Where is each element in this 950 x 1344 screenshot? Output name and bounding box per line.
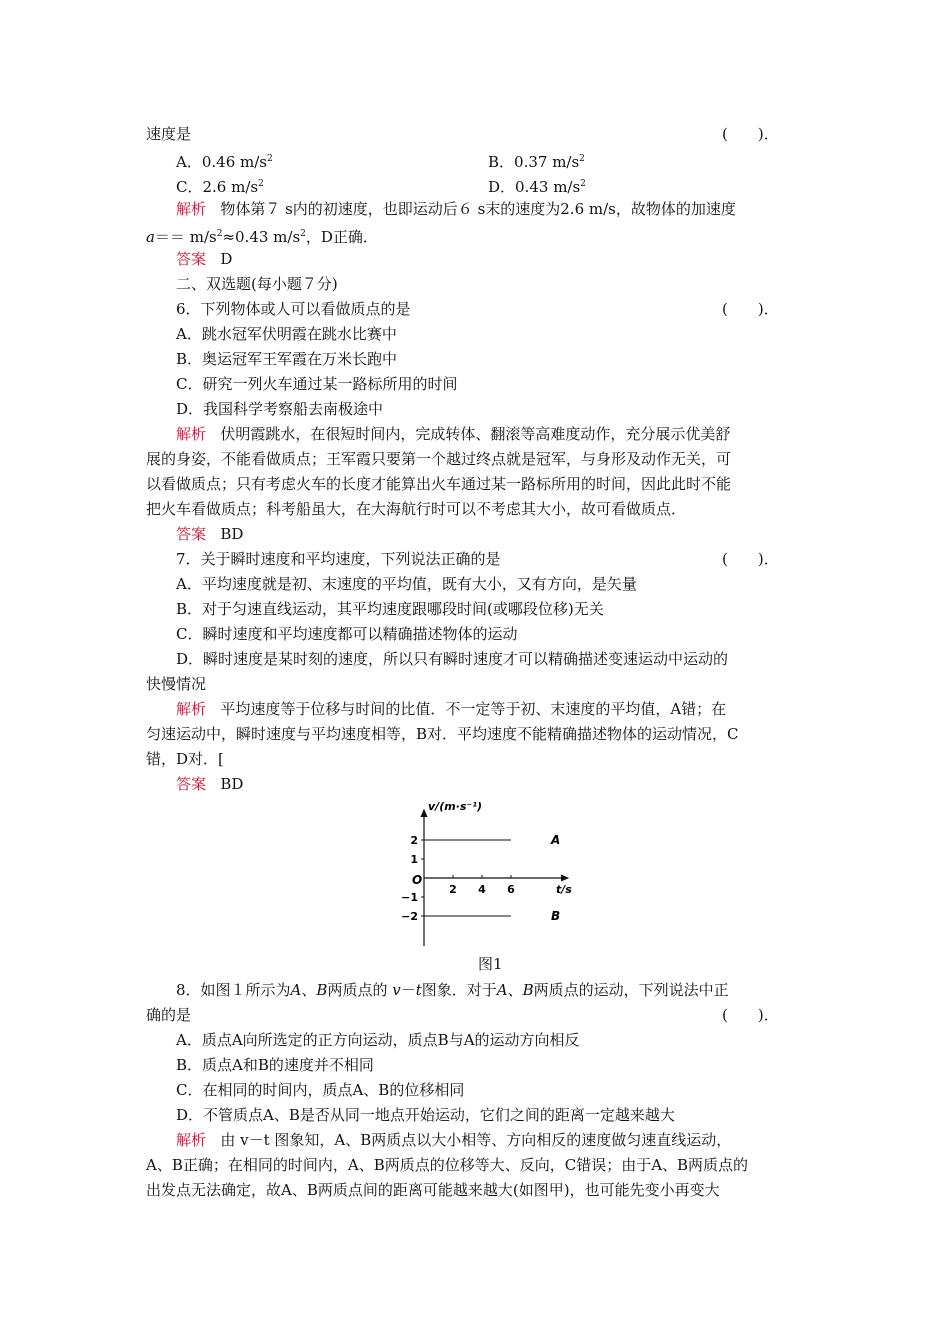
vt-graph: [390, 798, 590, 950]
q7-analysis-line-2: 匀速运动中，瞬时速度与平均速度相等，B对．平均速度不能精确描述物体的运动情况，C: [146, 725, 739, 743]
q7-option-c: C．瞬时速度和平均速度都可以精确描述物体的运动: [176, 625, 518, 643]
series-label-b: B: [551, 909, 561, 923]
q6-analysis-line-1: 解析 伏明霞跳水，在很短时间内，完成转体、翻滚等高难度动作，充分展示优美舒: [176, 425, 731, 443]
answer-tag: 答案: [176, 525, 207, 543]
q7-option-d: D．瞬时速度是某时刻的速度，所以只有瞬时速度才可以精确描述变速运动中运动的: [176, 650, 729, 668]
analysis-tag: 解析: [176, 1131, 207, 1149]
x-tick-label: 2: [449, 883, 457, 896]
q5-option-c: C．2.6 $m/s^2$: [176, 178, 264, 196]
q8-option-d: D．不管质点A、B是否从同一地点开始运动，它们之间的距离一定越来越大: [176, 1106, 675, 1124]
q7-analysis-line-3: 错，D对．[: [146, 750, 224, 768]
q6-analysis-line-4: 把火车看做质点；科考船虽大，在大海航行时可以不考虑其大小，故可看做质点．: [146, 500, 687, 518]
y-tick-label: 1: [410, 853, 418, 866]
x-axis-label: t/s: [556, 883, 572, 896]
q6-stem: 6．下列物体或人可以看做质点的是: [176, 300, 411, 318]
q6-option-c: C．研究一列火车通过某一路标所用的时间: [176, 375, 458, 393]
q6-option-a: A．跳水冠军伏明霞在跳水比赛中: [176, 325, 397, 343]
q5-answer-bracket: ( )．: [722, 125, 779, 143]
q5-stem-tail: 速度是: [146, 125, 192, 143]
q6-analysis-line-3: 以看做质点；只有考虑火车的长度才能算出火车通过某一路标所用的时间，因此此时不能: [146, 475, 732, 493]
y-tick-label: −1: [401, 891, 418, 904]
q6-option-b: B．奥运冠军王军霞在万米长跑中: [176, 350, 398, 368]
q7-analysis-line-1: 解析 平均速度等于位移与时间的比值．不一定等于初、末速度的平均值，A错；在: [176, 700, 727, 718]
y-axis-label: v/(m·s⁻¹): [428, 800, 483, 813]
q6-answer-line: 答案 BD: [176, 525, 244, 543]
q7-answer-bracket: ( )．: [722, 550, 779, 568]
series-label-a: A: [551, 833, 561, 847]
q6-analysis-line-2: 展的身姿，不能看做质点；王军霞只要第一个越过终点就是冠军，与身形及动作无关，可: [146, 450, 732, 468]
q8-stem-line-2: 确的是: [146, 1006, 192, 1024]
section-title: 二、双选题(每小题７分): [176, 275, 338, 293]
q8-option-c: C．在相同的时间内，质点A、B的位移相同: [176, 1081, 465, 1099]
q5-answer-line: 答案 D: [176, 250, 233, 268]
q8-option-a: A．质点A向所选定的正方向运动，质点B与A的运动方向相反: [176, 1031, 580, 1049]
q5-option-a: A．0.46 $m/s^2$: [176, 153, 273, 171]
y-tick-label: 2: [410, 834, 418, 847]
q6-option-d: D．我国科学考察船去南极途中: [176, 400, 384, 418]
x-tick-label: 4: [478, 883, 486, 896]
q7-option-d-cont: 快慢情况: [146, 675, 207, 693]
q7-option-b: B．对于匀速直线运动，其平均速度跟哪段时间(或哪段位移)无关: [176, 600, 604, 618]
origin-label: O: [412, 873, 423, 887]
answer-tag: 答案: [176, 250, 207, 268]
q8-analysis-line-3: 出发点无法确定，故A、B两质点间的距离可能越来越大(如图甲)，也可能先变小再变大: [146, 1181, 720, 1199]
figure-caption: 图1: [478, 955, 503, 973]
q8-answer-bracket: ( )．: [722, 1006, 779, 1024]
q8-stem-line-1: 8．如图１所示为A、B两质点的 v－t图象．对于A、B两质点的运动，下列说法中正: [176, 981, 729, 999]
answer-tag: 答案: [176, 775, 207, 793]
y-tick-label: −2: [401, 910, 418, 923]
q7-stem: 7．关于瞬时速度和平均速度，下列说法正确的是: [176, 550, 501, 568]
analysis-tag: 解析: [176, 700, 207, 718]
q7-option-a: A．平均速度就是初、末速度的平均值，既有大小，又有方向，是矢量: [176, 575, 637, 593]
analysis-tag: 解析: [176, 425, 207, 443]
q5-analysis-line-2: $a== m/s^2\approx 0.43$ $m/s^2$，D正确．: [146, 228, 378, 246]
q8-analysis-line-1: 解析 由 v－t 图象知，A、B两质点以大小相等、方向相反的速度做匀速直线运动，: [176, 1131, 732, 1149]
x-tick-label: 6: [507, 883, 515, 896]
q5-analysis-line-1: 解析 物体第７ s内的初速度，也即运动后６ s末的速度为2.6 m/s，故物体的加速度: [176, 200, 736, 218]
q5-option-d: D．0.43 $m/s^2$: [488, 178, 586, 196]
q5-option-b: B．0.37 $m/s^2$: [488, 153, 585, 171]
q8-analysis-line-2: A、B正确；在相同的时间内，A、B两质点的位移等大、反向，C错误；由于A、B两质点的: [146, 1156, 749, 1174]
analysis-tag: 解析: [176, 200, 207, 218]
q8-option-b: B．质点A和B的速度并不相同: [176, 1056, 374, 1074]
q6-answer-bracket: ( )．: [722, 300, 779, 318]
q7-answer-line: 答案 BD: [176, 775, 244, 793]
